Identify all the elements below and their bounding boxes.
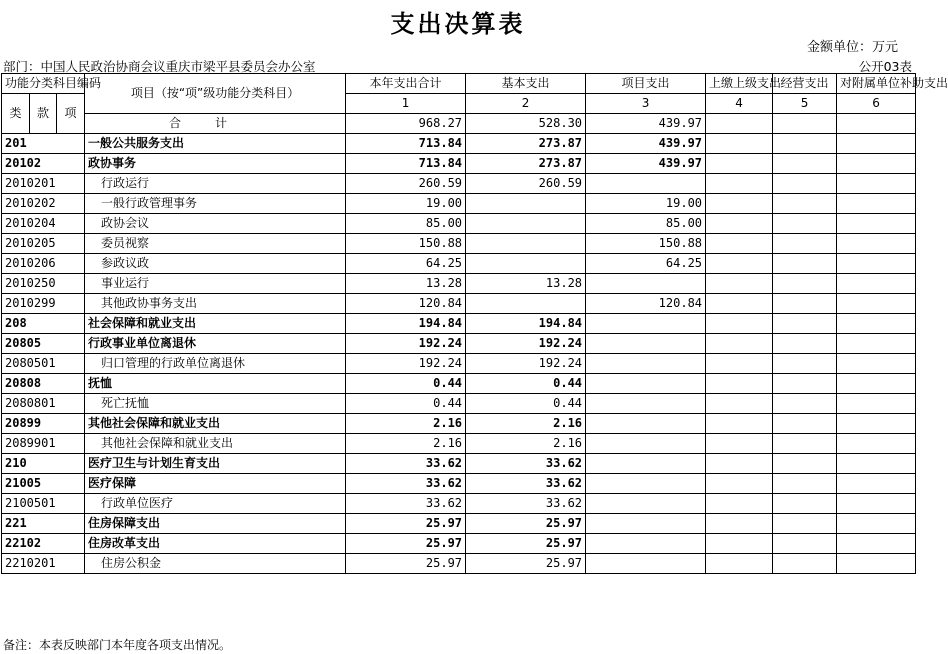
row-code: 2100501 [2,494,85,514]
row-basic: 194.84 [466,314,586,334]
row-subsidy [837,314,916,334]
row-name: 医疗保障 [85,474,346,494]
row-total: 260.59 [346,174,466,194]
total-subsidy [837,114,916,134]
row-name: 其他社会保障和就业支出 [85,414,346,434]
row-code: 2010206 [2,254,85,274]
row-subsidy [837,514,916,534]
total-business [773,114,837,134]
row-project [586,314,706,334]
row-code: 2010204 [2,214,85,234]
total-upper [706,114,773,134]
row-total: 64.25 [346,254,466,274]
header-upper: 上缴上级支出 [706,74,773,94]
row-code: 20808 [2,374,85,394]
row-total: 33.62 [346,474,466,494]
row-project [586,474,706,494]
expenditure-table [1,73,948,574]
row-subsidy [837,294,916,314]
table-row [2,154,916,174]
row-upper [706,194,773,214]
row-subsidy [837,454,916,474]
row-upper [706,294,773,314]
table-row [2,414,916,434]
row-basic: 0.44 [466,394,586,414]
row-upper [706,314,773,334]
row-subsidy [837,354,916,374]
row-total: 120.84 [346,294,466,314]
department-label: 部门：中国人民政治协商会议重庆市梁平县委员会办公室 [3,59,316,74]
row-code: 2210201 [2,554,85,574]
row-code: 2010250 [2,274,85,294]
row-code: 210 [2,454,85,474]
col-number-6: 6 [837,94,916,114]
row-basic: 192.24 [466,354,586,374]
row-project [586,374,706,394]
row-code: 2089901 [2,434,85,454]
row-code: 21005 [2,474,85,494]
row-subsidy [837,534,916,554]
row-name: 政协事务 [85,154,346,174]
row-business [773,474,837,494]
row-business [773,154,837,174]
row-subsidy [837,554,916,574]
table-row [2,334,916,354]
row-subsidy [837,494,916,514]
row-upper [706,354,773,374]
row-name: 委员视察 [85,234,346,254]
row-total: 2.16 [346,414,466,434]
row-total: 13.28 [346,274,466,294]
row-business [773,434,837,454]
row-subsidy [837,394,916,414]
table-row [2,354,916,374]
header-basic: 基本支出 [466,74,586,94]
row-subsidy [837,154,916,174]
row-total: 713.84 [346,134,466,154]
header-subsidy: 对附属单位补助支出 [837,74,916,94]
header-total: 本年支出合计 [346,74,466,94]
row-business [773,234,837,254]
row-business [773,194,837,214]
row-basic: 13.28 [466,274,586,294]
row-total: 194.84 [346,314,466,334]
table-row [2,174,916,194]
row-project [586,394,706,414]
row-upper [706,154,773,174]
row-upper [706,394,773,414]
row-code: 2010299 [2,294,85,314]
table-row [2,534,916,554]
row-total: 0.44 [346,394,466,414]
row-code: 2080501 [2,354,85,374]
row-name: 政协会议 [85,214,346,234]
table-row [2,554,916,574]
row-code: 20102 [2,154,85,174]
header-project: 项目支出 [586,74,706,94]
header-row [2,74,916,94]
row-business [773,494,837,514]
row-name: 行政事业单位离退休 [85,334,346,354]
row-name: 行政单位医疗 [85,494,346,514]
table-row [2,394,916,414]
row-business [773,414,837,434]
row-subsidy [837,274,916,294]
row-project: 439.97 [586,134,706,154]
row-total: 19.00 [346,194,466,214]
row-project [586,434,706,454]
table-row [2,274,916,294]
row-business [773,514,837,534]
table-row [2,474,916,494]
row-upper [706,234,773,254]
row-project [586,274,706,294]
row-business [773,254,837,274]
row-total: 713.84 [346,154,466,174]
row-name: 住房改革支出 [85,534,346,554]
row-project [586,174,706,194]
row-basic: 25.97 [466,534,586,554]
row-subsidy [837,334,916,354]
row-business [773,334,837,354]
row-total: 85.00 [346,214,466,234]
header-func-code: 功能分类科目编码 [2,74,85,94]
row-project: 64.25 [586,254,706,274]
footnote: 备注：本表反映部门本年度各项支出情况。 [3,638,232,652]
row-total: 2.16 [346,434,466,454]
row-total: 33.62 [346,454,466,474]
row-business [773,534,837,554]
row-project: 19.00 [586,194,706,214]
row-subsidy [837,194,916,214]
row-upper [706,554,773,574]
row-subsidy [837,234,916,254]
row-upper [706,274,773,294]
total-label: 合计 [85,114,346,134]
row-basic: 25.97 [466,554,586,574]
table-row [2,294,916,314]
row-basic: 0.44 [466,374,586,394]
header-business: 经营支出 [773,74,837,94]
row-project [586,354,706,374]
row-basic: 273.87 [466,154,586,174]
row-upper [706,454,773,474]
row-basic: 33.62 [466,494,586,514]
table-row [2,234,916,254]
row-basic: 25.97 [466,514,586,534]
row-business [773,354,837,374]
row-subsidy [837,474,916,494]
col-number-2: 2 [466,94,586,114]
row-code: 2080801 [2,394,85,414]
row-project: 439.97 [586,154,706,174]
table-row [2,134,916,154]
row-total: 25.97 [346,514,466,534]
row-upper [706,134,773,154]
row-code: 2010205 [2,234,85,254]
row-total: 33.62 [346,494,466,514]
row-business [773,214,837,234]
row-code: 201 [2,134,85,154]
table-row [2,254,916,274]
row-basic [466,254,586,274]
row-business [773,294,837,314]
row-subsidy [837,134,916,154]
row-name: 事业运行 [85,274,346,294]
row-total: 192.24 [346,354,466,374]
col-number-4: 4 [706,94,773,114]
row-name: 社会保障和就业支出 [85,314,346,334]
header-kuan: 款 [30,94,57,134]
row-upper [706,174,773,194]
row-name: 行政运行 [85,174,346,194]
row-basic: 273.87 [466,134,586,154]
row-basic: 33.62 [466,474,586,494]
row-subsidy [837,374,916,394]
row-business [773,314,837,334]
row-business [773,374,837,394]
row-project [586,554,706,574]
row-business [773,394,837,414]
row-upper [706,494,773,514]
row-name: 其他社会保障和就业支出 [85,434,346,454]
row-name: 死亡抚恤 [85,394,346,414]
row-project: 150.88 [586,234,706,254]
total-basic: 528.30 [466,114,586,134]
row-total: 0.44 [346,374,466,394]
row-total: 150.88 [346,234,466,254]
row-name: 医疗卫生与计划生育支出 [85,454,346,474]
table-row [2,454,916,474]
row-name: 一般公共服务支出 [85,134,346,154]
row-subsidy [837,214,916,234]
row-name: 一般行政管理事务 [85,194,346,214]
row-upper [706,334,773,354]
row-business [773,134,837,154]
row-upper [706,214,773,234]
row-upper [706,434,773,454]
row-total: 25.97 [346,554,466,574]
row-upper [706,374,773,394]
row-name: 其他政协事务支出 [85,294,346,314]
row-subsidy [837,434,916,454]
row-basic: 192.24 [466,334,586,354]
row-name: 归口管理的行政单位离退休 [85,354,346,374]
row-basic [466,214,586,234]
table-row [2,194,916,214]
row-total: 192.24 [346,334,466,354]
row-business [773,454,837,474]
row-upper [706,474,773,494]
row-upper [706,254,773,274]
form-number: 公开03表 [858,59,912,74]
page-title: 支出决算表 [390,9,526,38]
header-item: 项目（按“项”级功能分类科目） [85,74,346,114]
row-code: 221 [2,514,85,534]
header-lei: 类 [2,94,30,134]
row-basic: 2.16 [466,414,586,434]
row-project [586,414,706,434]
total-total: 968.27 [346,114,466,134]
table-body [2,74,948,574]
amount-unit: 金额单位：万元 [806,40,898,55]
col-number-5: 5 [773,94,837,114]
row-upper [706,534,773,554]
row-code: 20899 [2,414,85,434]
row-basic [466,234,586,254]
row-project [586,534,706,554]
row-upper [706,514,773,534]
total-row [2,114,916,134]
row-basic: 33.62 [466,454,586,474]
row-business [773,554,837,574]
row-name: 参政议政 [85,254,346,274]
row-business [773,274,837,294]
row-basic [466,294,586,314]
row-subsidy [837,414,916,434]
row-project [586,454,706,474]
row-project: 85.00 [586,214,706,234]
row-basic [466,194,586,214]
row-basic: 260.59 [466,174,586,194]
row-business [773,174,837,194]
table-row [2,514,916,534]
row-name: 抚恤 [85,374,346,394]
row-project: 120.84 [586,294,706,314]
row-code: 208 [2,314,85,334]
table-row [2,214,916,234]
row-subsidy [837,174,916,194]
table-row [2,374,916,394]
table-row [2,314,916,334]
row-subsidy [837,254,916,274]
row-project [586,514,706,534]
table-row [2,434,916,454]
row-total: 25.97 [346,534,466,554]
row-name: 住房保障支出 [85,514,346,534]
row-basic: 2.16 [466,434,586,454]
col-number-3: 3 [586,94,706,114]
header-xiang: 项 [57,94,85,134]
row-code: 2010201 [2,174,85,194]
row-project [586,494,706,514]
row-code: 22102 [2,534,85,554]
row-upper [706,414,773,434]
row-project [586,334,706,354]
table-row [2,494,916,514]
col-number-1: 1 [346,94,466,114]
row-code: 20805 [2,334,85,354]
row-name: 住房公积金 [85,554,346,574]
total-project: 439.97 [586,114,706,134]
row-code: 2010202 [2,194,85,214]
